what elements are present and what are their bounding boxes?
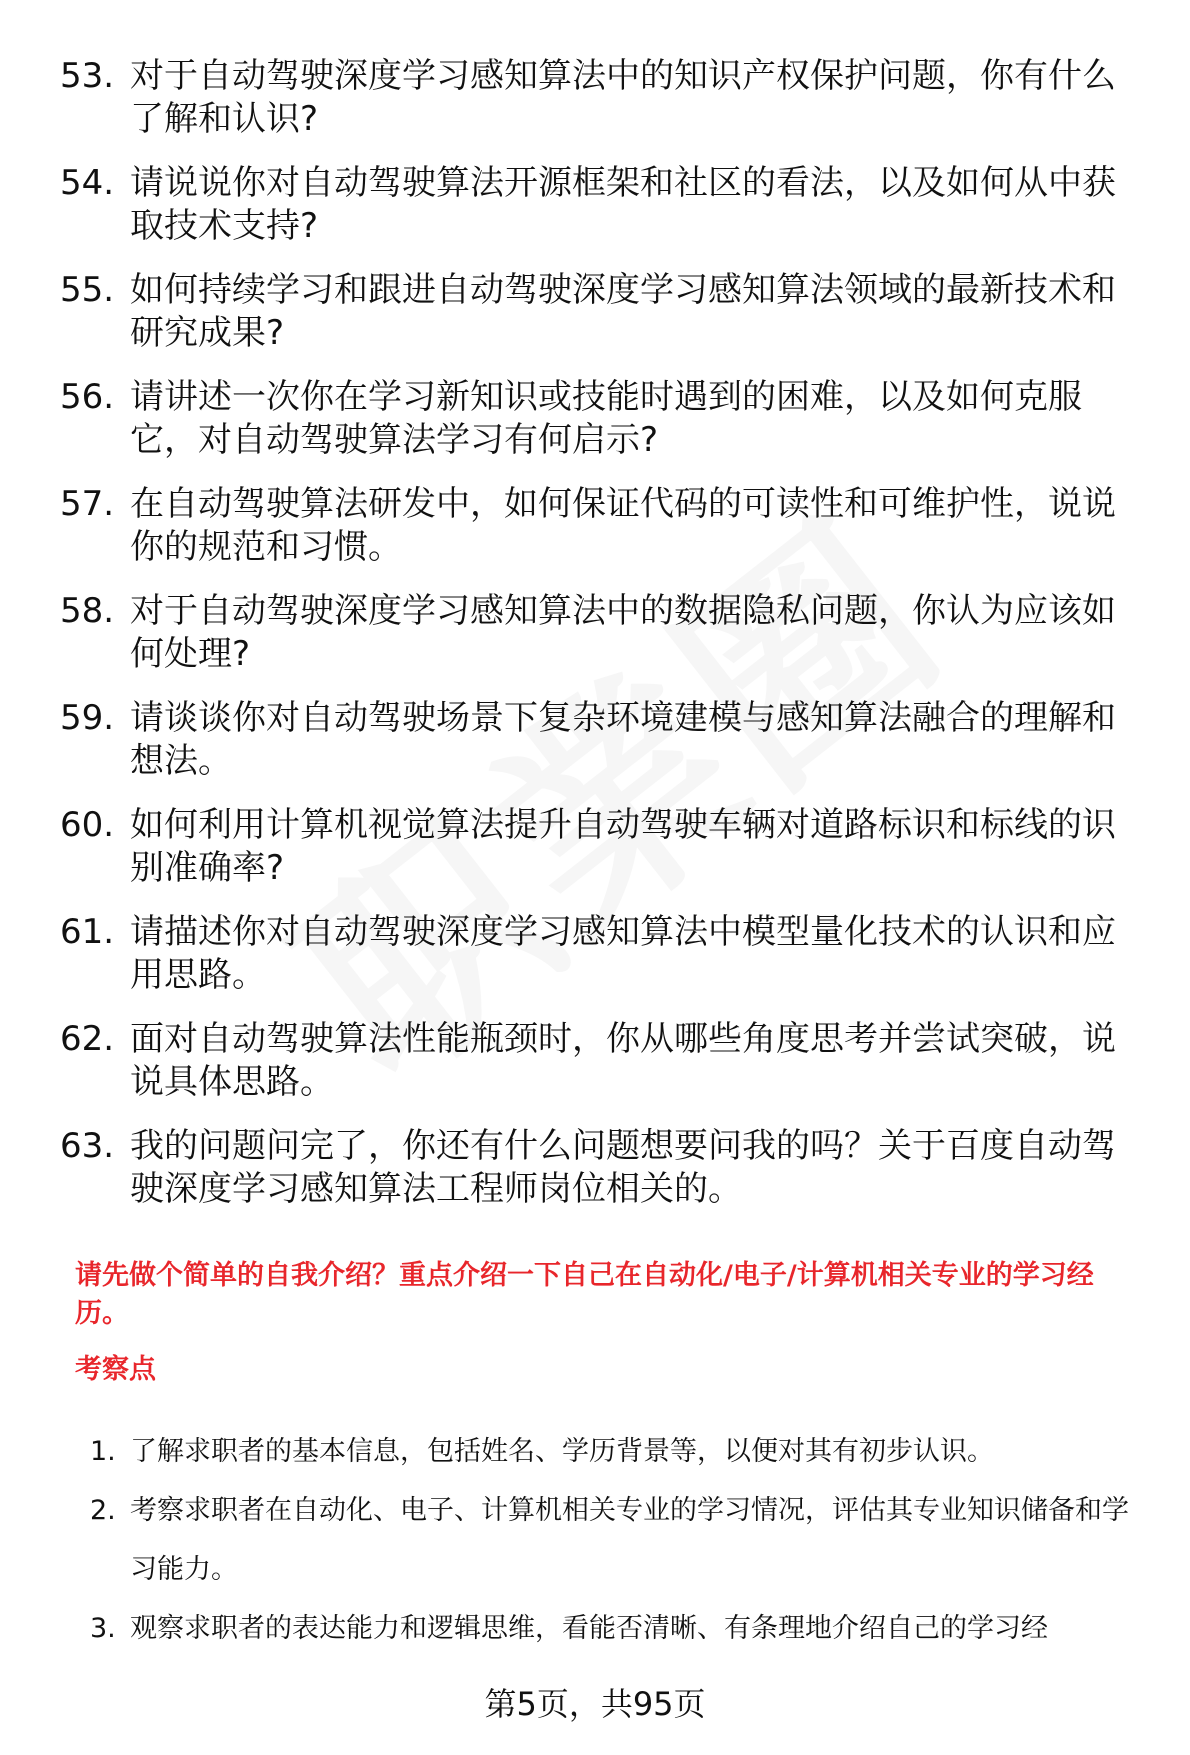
- point-number: 2.: [90, 1495, 116, 1526]
- assessment-point: [90, 1599, 1150, 1658]
- question-number: 63.: [60, 1126, 115, 1166]
- question-list: [60, 55, 1145, 1232]
- question-text: 面对自动驾驶算法性能瓶颈时，你从哪些角度思考并尝试突破，说说具体思路。: [130, 1019, 1116, 1102]
- point-number: 1.: [90, 1436, 116, 1467]
- question-number: 62.: [60, 1019, 115, 1059]
- assessment-point: [90, 1422, 1150, 1481]
- point-text: 观察求职者的表达能力和逻辑思维，看能否清晰、有条理地介绍自己的学习经: [130, 1613, 1048, 1644]
- question-text: 在自动驾驶算法研发中，如何保证代码的可读性和可维护性，说说你的规范和习惯。: [130, 484, 1116, 567]
- question-number: 54.: [60, 163, 115, 203]
- question-text: 如何利用计算机视觉算法提升自动驾驶车辆对道路标识和标线的识别准确率?: [130, 805, 1116, 888]
- question-text: 对于自动驾驶深度学习感知算法中的知识产权保护问题，你有什么了解和认识?: [130, 56, 1116, 139]
- question-number: 61.: [60, 912, 115, 952]
- question-item: [60, 376, 1145, 462]
- question-item: [60, 483, 1145, 569]
- assessment-points-list: [90, 1422, 1150, 1658]
- question-item: [60, 804, 1145, 890]
- question-number: 58.: [60, 591, 115, 631]
- question-item: [60, 697, 1145, 783]
- question-item: [60, 1125, 1145, 1211]
- assessment-point: [90, 1481, 1150, 1599]
- question-number: 53.: [60, 56, 115, 96]
- section-heading: 请先做个简单的自我介绍？重点介绍一下自己在自动化/电子/计算机相关专业的学习经历。: [75, 1260, 1094, 1329]
- question-text: 请描述你对自动驾驶深度学习感知算法中模型量化技术的认识和应用思路。: [130, 912, 1116, 995]
- question-item: [60, 1018, 1145, 1104]
- question-item: [60, 269, 1145, 355]
- question-number: 60.: [60, 805, 115, 845]
- assessment-points-heading: 考察点: [75, 1354, 156, 1385]
- question-number: 56.: [60, 377, 115, 417]
- question-text: 请讲述一次你在学习新知识或技能时遇到的困难，以及如何克服它，对自动驾驶算法学习有何启示?: [130, 377, 1082, 460]
- question-text: 请说说你对自动驾驶算法开源框架和社区的看法，以及如何从中获取技术支持?: [130, 163, 1116, 246]
- question-text: 对于自动驾驶深度学习感知算法中的数据隐私问题，你认为应该如何处理?: [130, 591, 1116, 674]
- point-number: 3.: [90, 1613, 116, 1644]
- question-text: 我的问题问完了，你还有什么问题想要问我的吗？关于百度自动驾驶深度学习感知算法工程师岗位相关的。: [130, 1126, 1116, 1209]
- question-item: [60, 590, 1145, 676]
- point-text: 考察求职者在自动化、电子、计算机相关专业的学习情况，评估其专业知识储备和学习能力。: [130, 1495, 1129, 1585]
- question-item: [60, 162, 1145, 248]
- question-text: 请谈谈你对自动驾驶场景下复杂环境建模与感知算法融合的理解和想法。: [130, 698, 1116, 781]
- question-item: [60, 55, 1145, 141]
- question-text: 如何持续学习和跟进自动驾驶深度学习感知算法领域的最新技术和研究成果?: [130, 270, 1116, 353]
- question-number: 55.: [60, 270, 115, 310]
- question-item: [60, 911, 1145, 997]
- point-text: 了解求职者的基本信息，包括姓名、学历背景等，以便对其有初步认识。: [130, 1436, 994, 1467]
- question-number: 59.: [60, 698, 115, 738]
- question-number: 57.: [60, 484, 115, 524]
- page-footer: 第5页，共95页: [484, 1685, 706, 1723]
